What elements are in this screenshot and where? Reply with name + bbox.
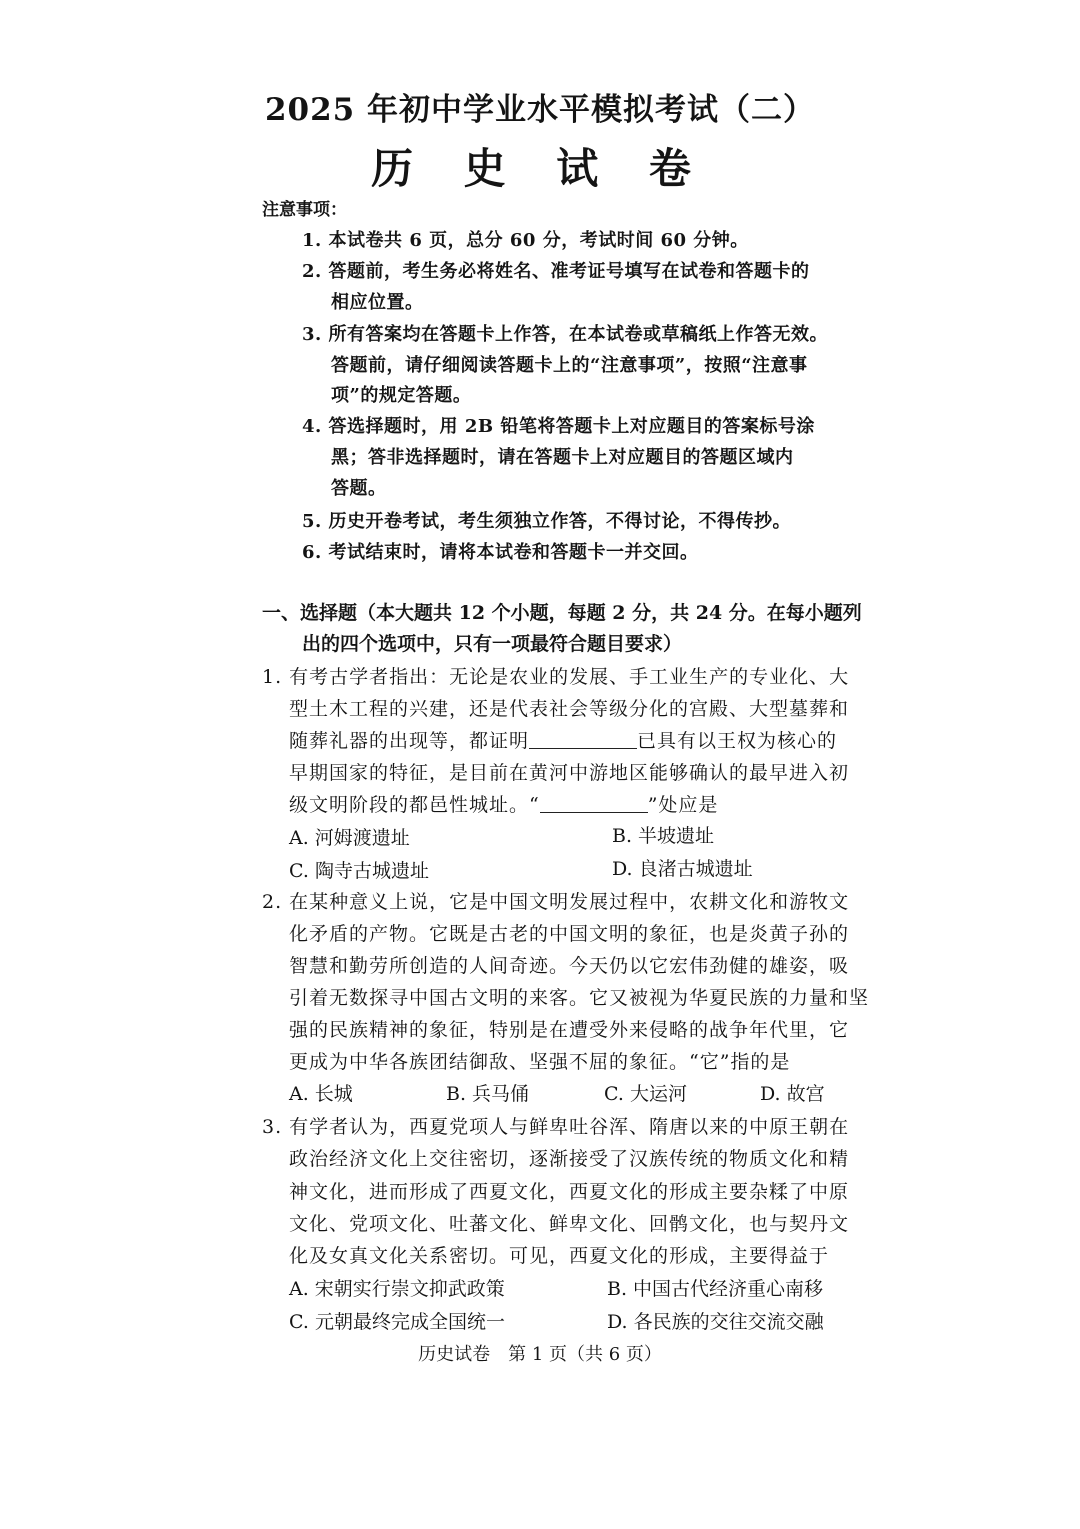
- q2-line: 2. 在某种意义上说，它是中国文明发展过程中，农耕文化和游牧文: [262, 891, 850, 913]
- notice-line: 黑；答非选择题时，请在答题卡上对应题目的答题区域内: [331, 447, 794, 468]
- answer-blank: [529, 730, 637, 749]
- q1-option-c: C. 陶寺古城遗址: [289, 860, 429, 882]
- q2-option-c: C. 大运河: [604, 1083, 687, 1105]
- answer-blank: [540, 794, 648, 813]
- notice-line: 3. 所有答案均在答题卡上作答，在本试卷或草稿纸上作答无效。: [302, 324, 829, 345]
- q3-option-b: B. 中国古代经济重心南移: [607, 1278, 824, 1300]
- q3-option-c: C. 元朝最终完成全国统一: [289, 1311, 505, 1333]
- q3-line: 神文化，进而形成了西夏文化，西夏文化的形成主要杂糅了中原: [289, 1181, 850, 1203]
- q3-line: 化及女真文化关系密切。可见，西夏文化的形成，主要得益于: [289, 1245, 830, 1267]
- q1-option-b: B. 半坡遗址: [612, 825, 715, 847]
- q1-text: 已具有以王权为核心的: [637, 730, 838, 752]
- q2-option-a: A. 长城: [289, 1083, 353, 1105]
- q1-line: [289, 726, 837, 753]
- notice-line: 4. 答选择题时，用 2B 铅笔将答题卡上对应题目的答案标号涂: [302, 416, 815, 437]
- notice-line: 6. 考试结束时，请将本试卷和答题卡一并交回。: [302, 542, 699, 563]
- notice-line: 答题前，请仔细阅读答题卡上的“注意事项”，按照“注意事: [331, 355, 808, 376]
- q3-option-d: D. 各民族的交往交流交融: [607, 1311, 824, 1333]
- q1-text: 随葬礼器的出现等，都证明: [289, 730, 530, 752]
- notice-line: 项”的规定答题。: [331, 385, 472, 406]
- q2-option-d: D. 故宫: [760, 1083, 825, 1105]
- notice-line: 1. 本试卷共 6 页，总分 60 分，考试时间 60 分钟。: [302, 230, 749, 251]
- notice-line: 5. 历史开卷考试，考生须独立作答，不得讨论，不得传抄。: [302, 511, 792, 532]
- q1-line: 早期国家的特征，是目前在黄河中游地区能够确认的最早进入初: [289, 762, 850, 784]
- q3-option-a: A. 宋朝实行崇文抑武政策: [289, 1278, 505, 1300]
- q1-option-d: D. 良渚古城遗址: [612, 858, 753, 880]
- q2-line: 强的民族精神的象征，特别是在遭受外来侵略的战争年代里，它: [289, 1019, 850, 1041]
- q2-line: 智慧和勤劳所创造的人间奇迹。今天仍以它宏伟劲健的雄姿，吸: [289, 955, 850, 977]
- section-heading: 一、选择题（本大题共 12 个小题，每题 2 分，共 24 分。在每小题列: [262, 602, 862, 624]
- q1-line: 1. 有考古学者指出：无论是农业的发展、手工业生产的专业化、大: [262, 666, 850, 688]
- q2-option-b: B. 兵马俑: [446, 1083, 530, 1105]
- q1-text: 级文明阶段的都邑性城址。“: [289, 794, 540, 816]
- q2-line: 引着无数探寻中国古文明的来客。它又被视为华夏民族的力量和坚: [289, 987, 870, 1009]
- notice-line: 答题。: [331, 478, 387, 499]
- exam-title: 2025 年初中学业水平模拟考试（二）: [264, 92, 816, 128]
- q3-line: 3. 有学者认为，西夏党项人与鲜卑吐谷浑、隋唐以来的中原王朝在: [262, 1116, 850, 1138]
- q3-line: 政治经济文化上交往密切，逐渐接受了汉族传统的物质文化和精: [289, 1148, 850, 1170]
- page-footer: 历史试卷 第 1 页（共 6 页）: [418, 1344, 662, 1365]
- q1-line: 型土木工程的兴建，还是代表社会等级分化的宫殿、大型墓葬和: [289, 698, 850, 720]
- q1-option-a: A. 河姆渡遗址: [289, 827, 410, 849]
- q1-line: [289, 790, 718, 817]
- q2-line: 更成为中华各族团结御敌、坚强不屈的象征。“它”指的是: [289, 1051, 791, 1073]
- section-heading-cont: 出的四个选项中，只有一项最符合题目要求）: [302, 633, 683, 655]
- subject-title: 历 史 试 卷: [371, 144, 709, 193]
- notice-line: 相应位置。: [331, 292, 424, 313]
- q1-text: ”处应是: [647, 794, 719, 816]
- q3-line: 文化、党项文化、吐蕃文化、鲜卑文化、回鹘文化，也与契丹文: [289, 1213, 850, 1235]
- q2-line: 化矛盾的产物。它既是古老的中国文明的象征，也是炎黄子孙的: [289, 923, 850, 945]
- notice-heading: 注意事项：: [262, 200, 347, 220]
- notice-line: 2. 答题前，考生务必将姓名、准考证号填写在试卷和答题卡的: [302, 261, 810, 282]
